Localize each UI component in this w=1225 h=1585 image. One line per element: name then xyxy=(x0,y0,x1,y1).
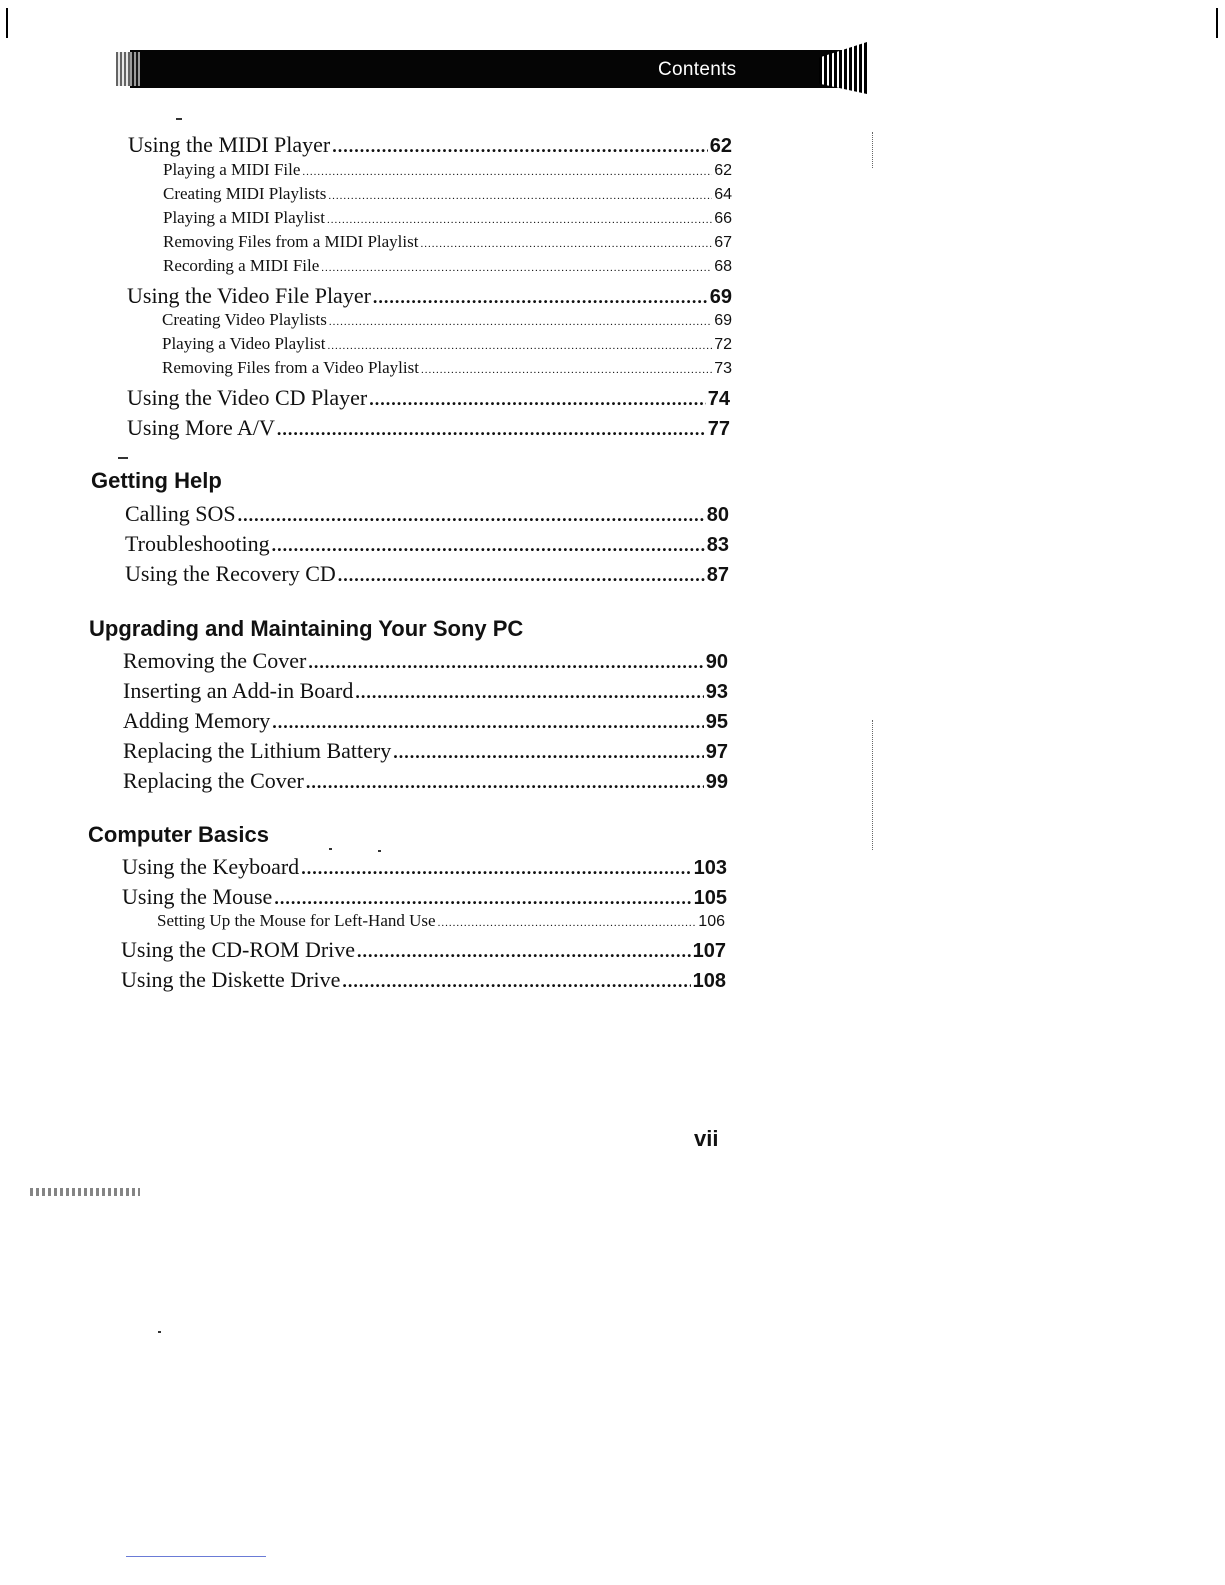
toc-entry-title: Using the Diskette Drive xyxy=(121,967,341,992)
section-heading-getting-help: Getting Help xyxy=(91,468,222,493)
section-heading-upgrading: Upgrading and Maintaining Your Sony PC xyxy=(89,616,524,641)
toc-entry-title: Inserting an Add-in Board xyxy=(123,678,354,703)
toc-entry-title: Removing the Cover xyxy=(123,648,307,673)
dot-leader xyxy=(373,283,708,309)
toc-entry-title: Replacing the Cover xyxy=(123,768,304,793)
toc-entry-page: 69 xyxy=(709,286,732,308)
header-bar xyxy=(130,50,865,88)
toc-entry[interactable] xyxy=(127,415,730,441)
scan-speck xyxy=(378,850,381,852)
toc-entry-title: Adding Memory xyxy=(123,708,271,733)
scan-dots xyxy=(872,132,874,168)
toc-entry-page: 107 xyxy=(692,940,726,962)
toc-entry[interactable] xyxy=(122,884,727,910)
dot-leader xyxy=(369,385,706,411)
scan-bottom-line xyxy=(126,1556,266,1557)
toc-entry-page: 62 xyxy=(714,162,732,179)
toc-entry[interactable] xyxy=(123,768,728,794)
toc-entry-page: 69 xyxy=(714,312,732,329)
dot-leader xyxy=(438,911,697,931)
dot-leader xyxy=(238,501,705,527)
toc-entry-page: 62 xyxy=(709,135,732,157)
toc-entry-page: 64 xyxy=(714,186,732,203)
toc-entry-title: Setting Up the Mouse for Left-Hand Use xyxy=(157,911,436,930)
toc-entry-title: Troubleshooting xyxy=(125,531,270,556)
toc-entry-title: Removing Files from a Video Playlist xyxy=(162,358,419,377)
toc-entry-page: 108 xyxy=(692,970,726,992)
toc-subentry[interactable] xyxy=(163,160,732,180)
toc-entry-page: 99 xyxy=(705,771,728,793)
toc-entry-title: Using More A/V xyxy=(127,415,275,440)
toc-entry-title: Playing a MIDI Playlist xyxy=(163,208,325,227)
toc-entry[interactable] xyxy=(127,385,730,411)
dot-leader xyxy=(321,256,712,276)
toc-entry-title: Creating MIDI Playlists xyxy=(163,184,327,203)
dot-leader xyxy=(272,708,703,734)
scan-edge-mark-right xyxy=(1216,8,1218,38)
toc-subentry[interactable] xyxy=(163,184,732,204)
dot-leader xyxy=(393,738,704,764)
toc-entry-page: 87 xyxy=(706,564,729,586)
toc-entry[interactable] xyxy=(128,132,732,158)
toc-subentry[interactable] xyxy=(162,310,732,330)
scan-speck xyxy=(329,848,332,850)
toc-entry-page: 68 xyxy=(714,258,732,275)
toc-entry-title: Replacing the Lithium Battery xyxy=(123,738,392,763)
dot-leader xyxy=(327,208,712,228)
toc-entry[interactable] xyxy=(125,501,729,527)
toc-entry-page: 72 xyxy=(714,336,732,353)
toc-entry[interactable] xyxy=(125,531,729,557)
dot-leader xyxy=(420,232,712,252)
toc-entry[interactable] xyxy=(123,708,728,734)
toc-entry-title: Using the Video CD Player xyxy=(127,385,368,410)
scan-speck xyxy=(118,457,128,459)
scan-speck xyxy=(158,1331,161,1333)
header-title: Contents xyxy=(658,59,737,80)
toc-entry-page: 67 xyxy=(714,234,732,251)
toc-entry-page: 73 xyxy=(714,360,732,377)
toc-entry-title: Using the Keyboard xyxy=(122,854,300,879)
section-heading-computer-basics: Computer Basics xyxy=(88,822,269,847)
page-number: vii xyxy=(694,1126,719,1151)
toc-entry-page: 97 xyxy=(705,741,728,763)
toc-entry[interactable] xyxy=(125,561,729,587)
toc-entry-title: Playing a Video Playlist xyxy=(162,334,326,353)
toc-entry[interactable] xyxy=(121,967,726,993)
dot-leader xyxy=(302,160,712,180)
scan-edge-mark-left xyxy=(6,8,8,38)
scan-noise-strip xyxy=(30,1188,140,1196)
dot-leader xyxy=(329,310,712,330)
dot-leader xyxy=(328,184,712,204)
dot-leader xyxy=(355,678,703,704)
toc-entry-page: 106 xyxy=(698,913,725,930)
toc-entry-title: Using the MIDI Player xyxy=(128,132,331,157)
dot-leader xyxy=(342,967,690,993)
dot-leader xyxy=(338,561,705,587)
toc-subentry[interactable] xyxy=(163,208,732,228)
toc-subentry[interactable] xyxy=(163,232,732,252)
toc-entry-page: 93 xyxy=(705,681,728,703)
scan-speck xyxy=(176,118,182,120)
toc-subentry[interactable] xyxy=(163,256,732,276)
toc-entry[interactable] xyxy=(123,738,728,764)
dot-leader xyxy=(272,531,705,557)
toc-entry-page: 105 xyxy=(693,887,727,909)
toc-entry-title: Creating Video Playlists xyxy=(162,310,327,329)
toc-entry[interactable] xyxy=(127,283,732,309)
toc-entry-page: 83 xyxy=(706,534,729,556)
toc-entry[interactable] xyxy=(123,678,728,704)
dot-leader xyxy=(327,334,712,354)
toc-entry-title: Removing Files from a MIDI Playlist xyxy=(163,232,419,251)
toc-entry-page: 66 xyxy=(714,210,732,227)
toc-entry-title: Recording a MIDI File xyxy=(163,256,320,275)
toc-entry-title: Using the Mouse xyxy=(122,884,273,909)
dot-leader xyxy=(308,648,703,674)
dot-leader xyxy=(301,854,691,880)
toc-entry-title: Using the Recovery CD xyxy=(125,561,336,586)
dot-leader xyxy=(274,884,691,910)
scan-dots xyxy=(872,720,874,850)
dot-leader xyxy=(421,358,712,378)
toc-entry[interactable] xyxy=(122,854,727,880)
toc-entry-title: Calling SOS xyxy=(125,501,236,526)
toc-entry-page: 90 xyxy=(705,651,728,673)
toc-subentry[interactable] xyxy=(162,358,732,378)
toc-entry-title: Using the CD-ROM Drive xyxy=(121,937,356,962)
dot-leader xyxy=(277,415,706,441)
toc-entry-page: 77 xyxy=(707,418,730,440)
toc-entry-page: 95 xyxy=(705,711,728,733)
toc-subentry[interactable] xyxy=(162,334,732,354)
toc-entry-title: Using the Video File Player xyxy=(127,283,371,308)
toc-entry-title: Playing a MIDI File xyxy=(163,160,301,179)
toc-entry-page: 80 xyxy=(706,504,729,526)
toc-subentry[interactable] xyxy=(157,911,725,931)
toc-entry[interactable] xyxy=(123,648,728,674)
toc-entry-page: 103 xyxy=(693,857,727,879)
dot-leader xyxy=(332,132,708,158)
toc-entry-page: 74 xyxy=(707,388,730,410)
dot-leader xyxy=(357,937,691,963)
dot-leader xyxy=(306,768,704,794)
toc-entry[interactable] xyxy=(121,937,726,963)
